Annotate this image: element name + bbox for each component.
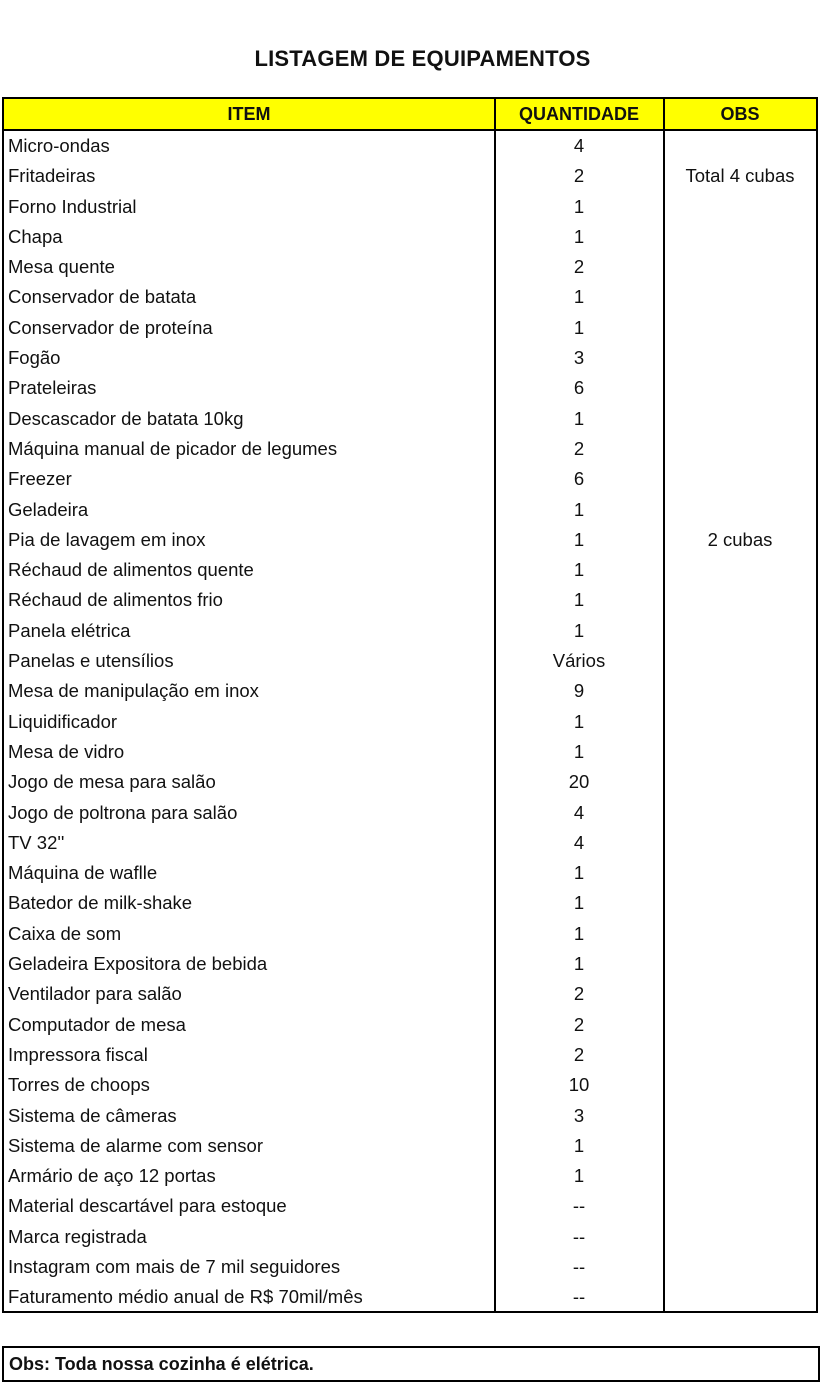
- obs-cell: Total 4 cubas: [685, 165, 795, 187]
- table-row: [4, 555, 816, 585]
- table-row: [4, 616, 816, 646]
- item-cell: Ventilador para salão: [8, 983, 182, 1005]
- table-row: [4, 282, 816, 312]
- table-row: [4, 767, 816, 797]
- quantity-cell: 1: [573, 589, 585, 611]
- quantity-cell: 1: [573, 922, 585, 944]
- table-row: [4, 1040, 816, 1070]
- item-cell: Máquina manual de picador de legumes: [8, 437, 338, 459]
- table-row: [4, 737, 816, 767]
- quantity-cell: 1: [573, 862, 585, 884]
- quantity-cell: --: [572, 1195, 586, 1217]
- item-cell: Descascador de batata 10kg: [8, 407, 244, 429]
- item-cell: Forno Industrial: [8, 195, 137, 217]
- quantity-cell: 1: [573, 953, 585, 975]
- quantity-cell: 6: [573, 468, 585, 490]
- table-row: [4, 464, 816, 494]
- table-row: [4, 1101, 816, 1131]
- quantity-cell: 1: [573, 710, 585, 732]
- table-row: [4, 1010, 816, 1040]
- item-cell: Conservador de proteína: [8, 316, 213, 338]
- item-cell: Fogão: [8, 347, 61, 369]
- item-cell: Jogo de mesa para salão: [8, 771, 216, 793]
- table-row: [4, 949, 816, 979]
- quantity-cell: 2: [573, 256, 585, 278]
- item-cell: Máquina de waflle: [8, 862, 158, 884]
- item-cell: Geladeira: [8, 498, 89, 520]
- quantity-cell: 10: [568, 1074, 590, 1096]
- page-title: LISTAGEM DE EQUIPAMENTOS: [254, 46, 591, 71]
- footer-note: Obs: Toda nossa cozinha é elétrica.: [2, 1346, 820, 1382]
- item-cell: Material descartável para estoque: [8, 1195, 287, 1217]
- item-cell: Sistema de câmeras: [8, 1104, 177, 1126]
- quantity-cell: 1: [573, 407, 585, 429]
- table-row: [4, 646, 816, 676]
- obs-cell: 2 cubas: [707, 528, 773, 550]
- quantity-cell: 1: [573, 892, 585, 914]
- table-row: [4, 888, 816, 918]
- column-header-item: ITEM: [227, 104, 271, 124]
- quantity-cell: 1: [573, 740, 585, 762]
- table-row: [4, 707, 816, 737]
- table-row: [4, 1161, 816, 1191]
- quantity-cell: 1: [573, 528, 585, 550]
- item-cell: Prateleiras: [8, 377, 97, 399]
- item-cell: Panela elétrica: [8, 619, 131, 641]
- item-cell: Geladeira Expositora de bebida: [8, 953, 268, 975]
- item-cell: Torres de choops: [8, 1074, 150, 1096]
- quantity-cell: 1: [573, 1165, 585, 1187]
- table-row: [4, 1131, 816, 1161]
- quantity-cell: 3: [573, 347, 585, 369]
- quantity-cell: 1: [573, 316, 585, 338]
- quantity-cell: 6: [573, 377, 585, 399]
- table-row: [4, 495, 816, 525]
- quantity-cell: 2: [573, 1013, 585, 1035]
- table-body: [4, 131, 816, 1313]
- quantity-cell: 9: [573, 680, 585, 702]
- table-row: [4, 1252, 816, 1282]
- item-cell: Marca registrada: [8, 1225, 147, 1247]
- quantity-cell: 3: [573, 1104, 585, 1126]
- table-row: [4, 131, 816, 161]
- quantity-cell: 2: [573, 437, 585, 459]
- quantity-cell: 1: [573, 195, 585, 217]
- table-row: [4, 404, 816, 434]
- item-cell: Fritadeiras: [8, 165, 96, 187]
- item-cell: TV 32'': [8, 831, 65, 853]
- column-header-obs: OBS: [720, 104, 760, 124]
- item-cell: Batedor de milk-shake: [8, 892, 193, 914]
- quantity-cell: 2: [573, 983, 585, 1005]
- quantity-cell: 1: [573, 1134, 585, 1156]
- table-row: [4, 1191, 816, 1221]
- table-row: [4, 434, 816, 464]
- table-row: [4, 192, 816, 222]
- item-cell: Réchaud de alimentos quente: [8, 559, 254, 581]
- quantity-cell: 2: [573, 1043, 585, 1065]
- table-row: [4, 1282, 816, 1312]
- table-row: [4, 525, 816, 555]
- table-row: [4, 1222, 816, 1252]
- quantity-cell: 4: [573, 135, 585, 156]
- item-cell: Conservador de batata: [8, 286, 197, 308]
- quantity-cell: --: [572, 1286, 586, 1308]
- table-row: [4, 919, 816, 949]
- quantity-cell: 20: [568, 771, 590, 793]
- quantity-cell: 4: [573, 801, 585, 823]
- item-cell: Freezer: [8, 468, 72, 490]
- item-cell: Réchaud de alimentos frio: [8, 589, 223, 611]
- table-row: [4, 313, 816, 343]
- table-row: [4, 252, 816, 282]
- quantity-cell: 1: [573, 225, 585, 247]
- quantity-cell: --: [572, 1225, 586, 1247]
- equipment-table: [2, 97, 818, 1313]
- table-row: [4, 1070, 816, 1100]
- item-cell: Liquidificador: [8, 710, 118, 732]
- item-cell: Panelas e utensílios: [8, 650, 174, 672]
- item-cell: Caixa de som: [8, 922, 122, 944]
- quantity-cell: Vários: [552, 650, 606, 672]
- table-row: [4, 222, 816, 252]
- item-cell: Pia de lavagem em inox: [8, 528, 206, 550]
- quantity-cell: 1: [573, 286, 585, 308]
- item-cell: Mesa quente: [8, 256, 115, 278]
- item-cell: Mesa de vidro: [8, 740, 125, 762]
- table-row: [4, 373, 816, 403]
- table-header: [4, 99, 816, 131]
- quantity-cell: 1: [573, 498, 585, 520]
- table-row: [4, 798, 816, 828]
- item-cell: Chapa: [8, 225, 63, 247]
- table-row: [4, 585, 816, 615]
- column-header-quantity: QUANTIDADE: [519, 104, 639, 124]
- item-cell: Micro-ondas: [8, 135, 110, 156]
- quantity-cell: 1: [573, 619, 585, 641]
- item-cell: Instagram com mais de 7 mil seguidores: [8, 1255, 341, 1277]
- item-cell: Armário de aço 12 portas: [8, 1165, 216, 1187]
- item-cell: Sistema de alarme com sensor: [8, 1134, 263, 1156]
- item-cell: Impressora fiscal: [8, 1043, 148, 1065]
- table-row: [4, 828, 816, 858]
- quantity-cell: 1: [573, 559, 585, 581]
- quantity-cell: --: [572, 1255, 586, 1277]
- quantity-cell: 4: [573, 831, 585, 853]
- table-row: [4, 979, 816, 1009]
- table-row: [4, 343, 816, 373]
- table-row: [4, 858, 816, 888]
- item-cell: Computador de mesa: [8, 1013, 186, 1035]
- item-cell: Jogo de poltrona para salão: [8, 801, 238, 823]
- table-row: [4, 161, 816, 191]
- item-cell: Mesa de manipulação em inox: [8, 680, 259, 702]
- quantity-cell: 2: [573, 165, 585, 187]
- table-row: [4, 676, 816, 706]
- item-cell: Faturamento médio anual de R$ 70mil/mês: [8, 1286, 363, 1308]
